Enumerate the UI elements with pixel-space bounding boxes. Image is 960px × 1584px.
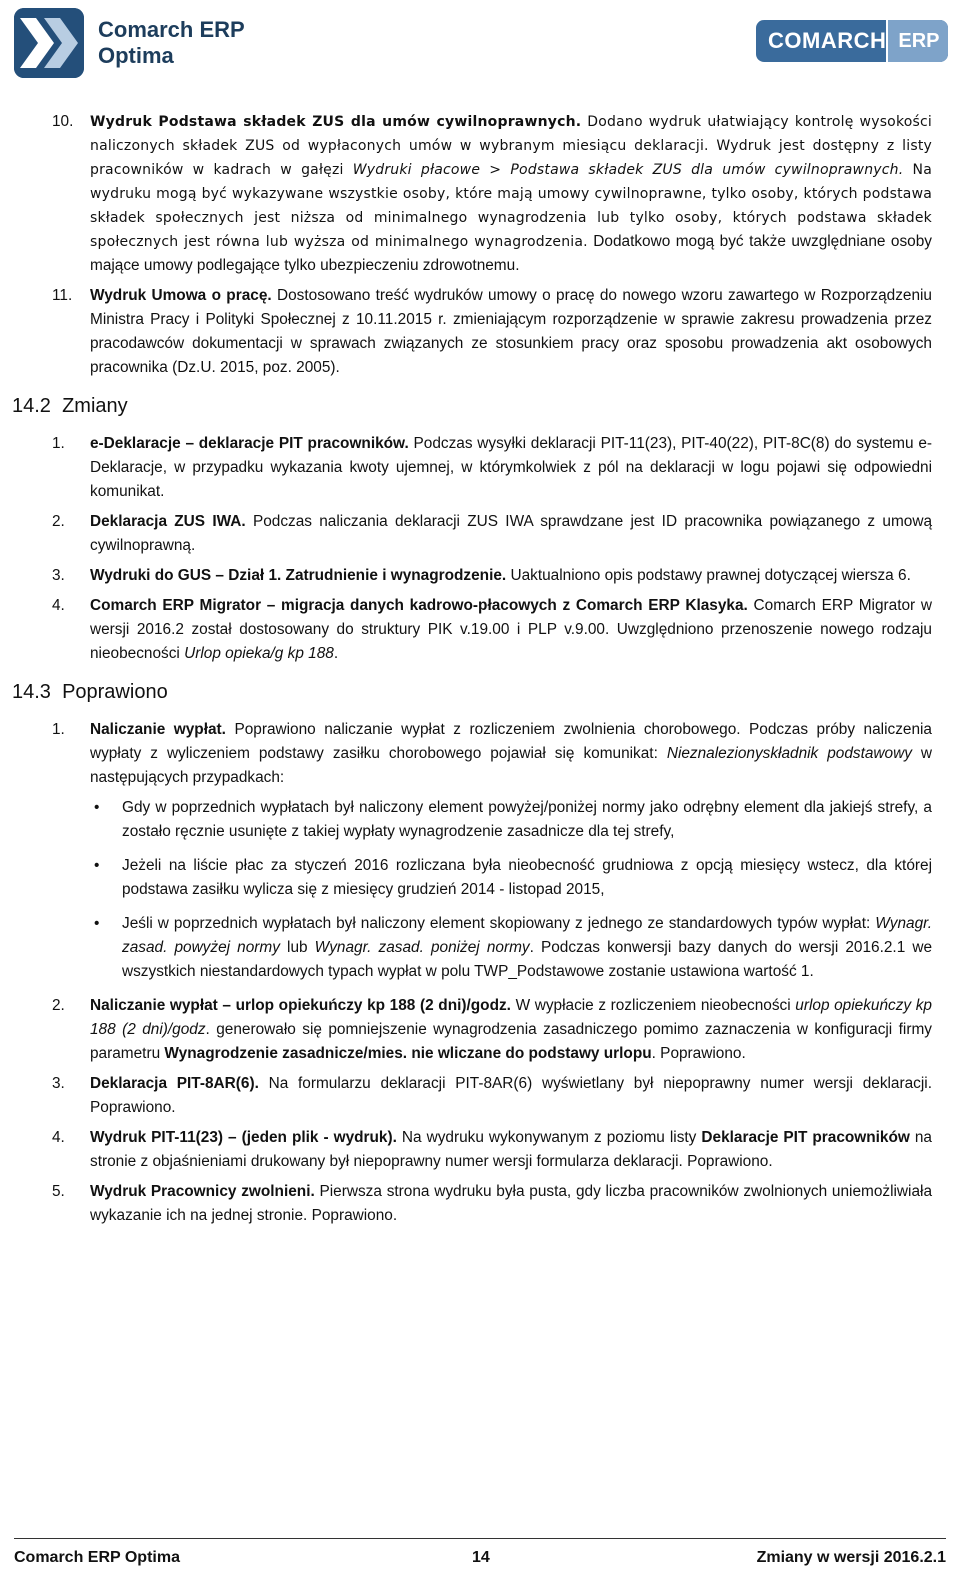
section-title: Poprawiono (62, 681, 168, 703)
item-title: Naliczanie wypłat. (90, 721, 226, 738)
item-text (90, 1180, 932, 1228)
item-italic: Urlop opieka/g kp 188 (184, 645, 334, 662)
item-body: Uaktualniono opis podstawy prawnej dotyczącej wiersza 6. (506, 567, 911, 584)
poprawiono-item-4 (12, 1126, 932, 1174)
item-body: Dodano wydruk ułatwiający kontrolę wysokości naliczonych składek ZUS od wypłaconych umów w wybranym miesiącu deklaracji. Wydruk jest dostępny z listy pracowników w kadrach w gałęzi (90, 114, 933, 178)
item-body: Poprawiono naliczanie wypłat z rozliczeniem zwolnienia chorobowego. Podczas próby naliczenia wypłaty z wyliczeniem podstawy zasiłku chorobowego pojawiał się komunikat: (90, 721, 932, 762)
item-path: Wydruki płacowe > Podstawa składek ZUS dla umów cywilnoprawnych. (352, 162, 904, 178)
bullet-dot-icon: • (94, 857, 100, 874)
item-title: Naliczanie wypłat – urlop opiekuńczy kp 188 (2 dni)/godz. (90, 997, 511, 1014)
section-number: 14.2 (12, 395, 51, 417)
bullet-text: Jeżeli na liście płac za styczeń 2016 rozliczana była nieobecność grudniowa z opcją miesięcy wstecz, dla której podstawa zasiłku wylicza się z miesięcy grudzień 2014 - listopad 2015, (122, 857, 932, 898)
zmiany-item-2 (12, 510, 932, 558)
item-title: Wydruki do GUS – Dział 1. Zatrudnienie i wynagrodzenie. (90, 567, 507, 584)
item-italic: urlop opiekuńczy kp 188 (2 dni)/godz (90, 997, 932, 1038)
poprawiono-item-5 (12, 1180, 932, 1228)
item-number: 2. (52, 513, 65, 530)
item-body: Comarch ERP Migrator w wersji 2016.2 został dostosowany do struktury PIK v.19.00 i PLP v.9.00. Uwzględniono przenoszenie nowego rodzaju nieobecności (90, 597, 933, 662)
item-text (90, 1126, 932, 1174)
section-heading-zmiany (12, 394, 932, 418)
item-bold: Wynagrodzenie zasadnicze/mies. nie wliczane do podstawy urlopu (164, 1045, 652, 1062)
logo-wordmark (98, 17, 245, 69)
item-bold: Deklaracje PIT pracowników (701, 1129, 910, 1146)
item-text (90, 432, 932, 504)
item-text (90, 1072, 932, 1120)
item-body: Na wydruku wykonywanym z poziomu listy (396, 1129, 702, 1146)
bullet-text: Gdy w poprzednich wypłatach był naliczony element powyżej/poniżej normy jako odrębny element dla jakiejś strefy, a zostało ręcznie usunięte z takiej wypłaty wynagrodzenie zasadnicze dla tej strefy, (122, 799, 932, 840)
item-text (90, 594, 932, 666)
item-number: 11. (52, 287, 73, 304)
item-text (90, 718, 932, 790)
logo-line-1: Comarch ERP (98, 17, 245, 42)
comarch-erp-optima-logo (14, 8, 245, 78)
optima-logo-icon (14, 8, 84, 78)
bullet-dot-icon: • (94, 915, 100, 932)
section-number: 14.3 (12, 681, 51, 703)
bullet-text: Jeśli w poprzednich wypłatach był naliczony element skopiowany z jednego ze standardowych typów wypłat: (122, 915, 876, 932)
logo-line-2: Optima (98, 43, 174, 68)
item-title: Wydruk Umowa o pracę. (90, 287, 272, 304)
list-item-10 (12, 110, 932, 278)
item-number: 10. (52, 113, 74, 130)
zmiany-item-1 (12, 432, 932, 504)
item-body: Podczas naliczania deklaracji ZUS IWA sprawdzane jest ID pracownika powiązanego z umową cywilnoprawną. (90, 513, 932, 554)
item-text (90, 564, 932, 588)
item-title: Wydruk Podstawa składek ZUS dla umów cywilnoprawnych. (90, 114, 582, 130)
bullet-text: . Podczas konwersji bazy danych do wersji 2016.2.1 we wszystkich niestandardowych typach wypłat w polu TWP_Podstawowe zostanie ustawiona wartość 1. (122, 939, 933, 980)
poprawiono-item-1 (12, 718, 932, 984)
item-number: 2. (52, 997, 65, 1014)
item-text (90, 284, 932, 380)
bullet-italic: Wynagr. zasad. powyżej normy (122, 915, 932, 956)
item-title: Deklaracja PIT-8AR(6). (90, 1075, 259, 1092)
footer-version: Zmiany w wersji 2016.2.1 (756, 1549, 946, 1566)
page-header (0, 0, 960, 90)
item-number: 4. (52, 597, 65, 614)
item-body: Dostosowano treść wydruków umowy o pracę do nowego wzoru zawartego w Rozporządzeniu Ministra Pracy i Polityki Społecznej z 10.11.2015 r. zmieniającym rozporządzenie w sprawie zakresu prowadzenia przez pracodawców dokumentacji w sprawach związanych ze stosunkiem pracy oraz sposobu prowadzenia akt osobowych pracownika (Dz.U. 2015, poz. 2005). (90, 287, 932, 376)
erp-logo-text: ERP (886, 20, 948, 62)
bullet-text: lub (279, 939, 315, 956)
item-body: Na formularzu deklaracji PIT-8AR(6) wyświetlany był niepoprawny numer wersji deklaracji. Poprawiono. (90, 1075, 932, 1116)
bullet-item (90, 854, 932, 902)
item-body-3: na stronie z objaśnieniami drukowany był niepoprawny numer wersji formularza deklaracji. Poprawiono. (90, 1129, 932, 1170)
footer-page-number: 14 (472, 1549, 490, 1566)
item-body: W wypłacie z rozliczeniem nieobecności (510, 997, 796, 1014)
item-body: Podczas wysyłki deklaracji PIT-11(23), PIT-40(22), PIT-8C(8) do systemu e-Deklaracje, w przypadku wykazania kwoty ujemnej, w którymkolwiek z pól na deklaracji w logu pojawi się odpowiedni komunikat. (90, 435, 932, 500)
footer-product: Comarch ERP Optima (14, 1549, 180, 1566)
item-number: 3. (52, 1075, 65, 1092)
item-number: 1. (52, 435, 65, 452)
item-number: 5. (52, 1183, 65, 1200)
bullet-item (90, 796, 932, 844)
item-tail: w następujących przypadkach: (90, 745, 932, 786)
item-body-3: . Poprawiono. (651, 1045, 746, 1062)
item-body-2: Na wydruku mogą być wykazywane wszystkie osoby, które mają umowy cywilnoprawne, tylko osoby, których podstawa składek społecznych jest niższa od minimalnego wynagrodzenia lub tylko osoby, których podstawa składek społecznych jest równa lub wyższa od minimalnego wynagrodzenia. (90, 162, 932, 250)
section-heading-poprawiono (12, 680, 932, 704)
poprawiono-item-3 (12, 1072, 932, 1120)
item-body: Pierwsza strona wydruku była pusta, gdy liczba pracowników zwolnionych uniemożliwiała wykazanie ich na jednej stronie. Poprawiono. (90, 1183, 932, 1224)
item-text (90, 510, 932, 558)
item-body-2: . generowało się pomniejszenie wynagrodzenia zasadniczego pomimo zaznaczenia w konfiguracji firmy parametru (90, 1021, 932, 1062)
list-item-11 (12, 284, 932, 380)
item-title: e-Deklaracje – deklaracje PIT pracowników. (90, 435, 409, 452)
item-italic: Nieznalezionyskładnik podstawowy (666, 745, 912, 762)
section-title: Zmiany (62, 395, 128, 417)
item-title: Wydruk Pracownicy zwolnieni. (90, 1183, 315, 1200)
item-tail: . (333, 645, 339, 662)
item-number: 1. (52, 721, 65, 738)
comarch-logo-text: COMARCH (768, 28, 887, 53)
page-footer (14, 1538, 946, 1584)
zmiany-item-3 (12, 564, 932, 588)
item-text (90, 994, 932, 1066)
bullet-italic: Wynagr. zasad. poniżej normy (314, 939, 530, 956)
item-number: 4. (52, 1129, 65, 1146)
poprawiono-item-2 (12, 994, 932, 1066)
bullet-dot-icon: • (94, 799, 100, 816)
item-text (90, 110, 932, 278)
comarch-erp-logo (756, 20, 948, 62)
item-body-3: Dodatkowo mogą być także uwzględniane osoby mające umowy podlegające tylko ubezpieczeniu zdrowotnemu. (90, 233, 932, 274)
item-title: Deklaracja ZUS IWA. (90, 513, 246, 530)
zmiany-item-4 (12, 594, 932, 666)
item-title: Wydruk PIT-11(23) – (jeden plik - wydruk). (90, 1129, 397, 1146)
bullet-list (90, 796, 932, 984)
item-title: Comarch ERP Migrator – migracja danych kadrowo-płacowych z Comarch ERP Klasyka. (90, 597, 748, 614)
bullet-item (90, 912, 932, 984)
document-body (12, 110, 932, 1234)
item-number: 3. (52, 567, 65, 584)
